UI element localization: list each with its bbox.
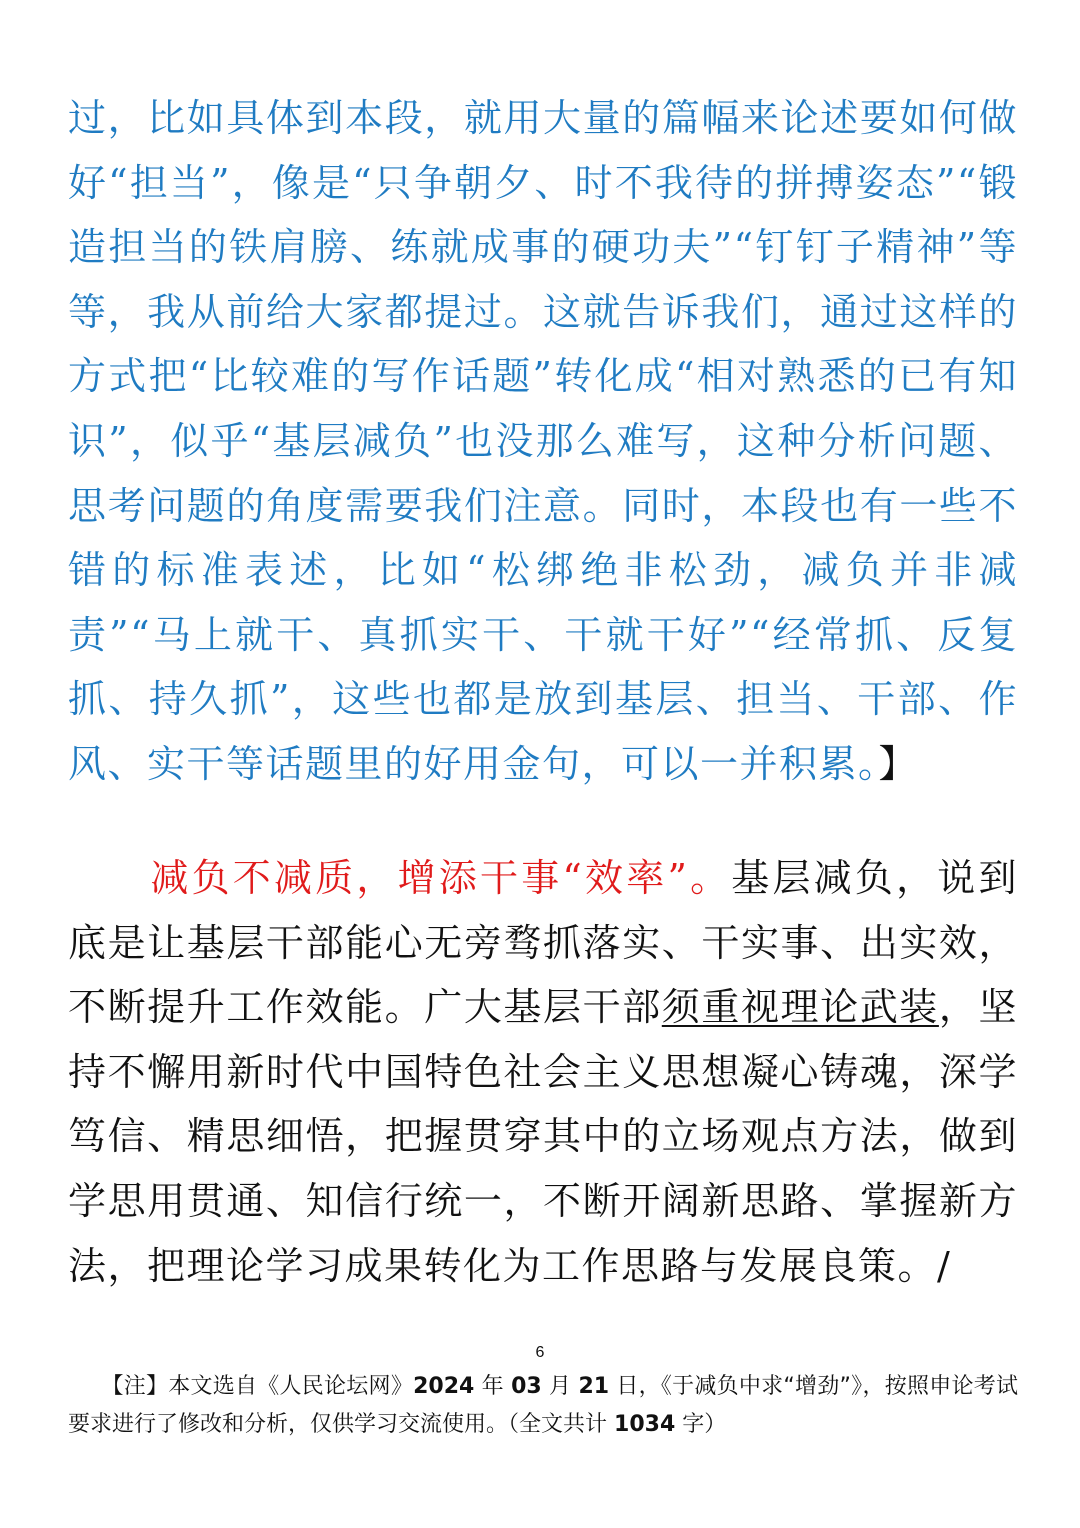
footnote-month: 03 xyxy=(511,1374,542,1399)
underlined-phrase: 须重视理论武装 xyxy=(661,985,939,1030)
footnote-prefix: 【注】本文选自《人民论坛网》 xyxy=(112,1374,414,1399)
commentary-closing-bracket: 】 xyxy=(878,741,919,786)
footnote-word-count: 1034 xyxy=(614,1412,676,1437)
footnote-year-unit: 年 xyxy=(481,1374,504,1399)
footnote-after-day: 日，《于减负中求“增劲”》，按照申论考试要求进行了修改和分析，仅供学习交流使用。（全文共计 xyxy=(68,1374,1018,1437)
footnote-year: 2024 xyxy=(413,1374,475,1399)
source-footnote xyxy=(68,1368,1018,1444)
analysis-commentary xyxy=(68,86,1018,797)
commentary-text: 过，比如具体到本段，就用大量的篇幅来论述要如何做好“担当”，像是“只争朝夕、时不我待的拼搏姿态”“锻造担当的铁肩膀、练就成事的硬功夫”“钉钉子精神”等等，我从前给大家都提过。这就告诉我们，通过这样的方式把“比较难的写作话题”转化成“相对熟悉的已有知识”，似乎“基层减负”也没那么难写，这种分析问题、思考问题的角度需要我们注意。同时，本段也有一些不错的标准表述，比如“松绑绝非松劲，减负并非减责”“马上就干、真抓实干、干就干好”“经常抓、反复抓、持久抓”，这些也都是放到基层、担当、干部、作风、实干等话题里的好用金句，可以一并积累。 xyxy=(68,96,1018,786)
body-text-end: ，坚持不懈用新时代中国特色社会主义思想凝心铸魂，深学笃信、精思细悟，把握贯穿其中的立场观点方法，做到学思用贯通、知信行统一，不断开阔新思路、掌握新方法，把理论学习成果转化为工作思路与发展良策。/ xyxy=(68,985,1018,1288)
body-paragraph xyxy=(68,846,1018,1298)
footnote-suffix: 字） xyxy=(682,1412,727,1437)
footnote-month-unit: 月 xyxy=(548,1374,572,1399)
footnote-day: 21 xyxy=(578,1374,610,1399)
page-number: 6 xyxy=(535,1344,545,1361)
body-text-start: 基层减负，说到底是让基层干部能心无旁骛抓落实、干实事、出实效，不断提升工作效能。广大基层干部 xyxy=(68,856,1018,1030)
paragraph-heading: 减负不减质，增添干事“效率”。 xyxy=(150,856,732,900)
